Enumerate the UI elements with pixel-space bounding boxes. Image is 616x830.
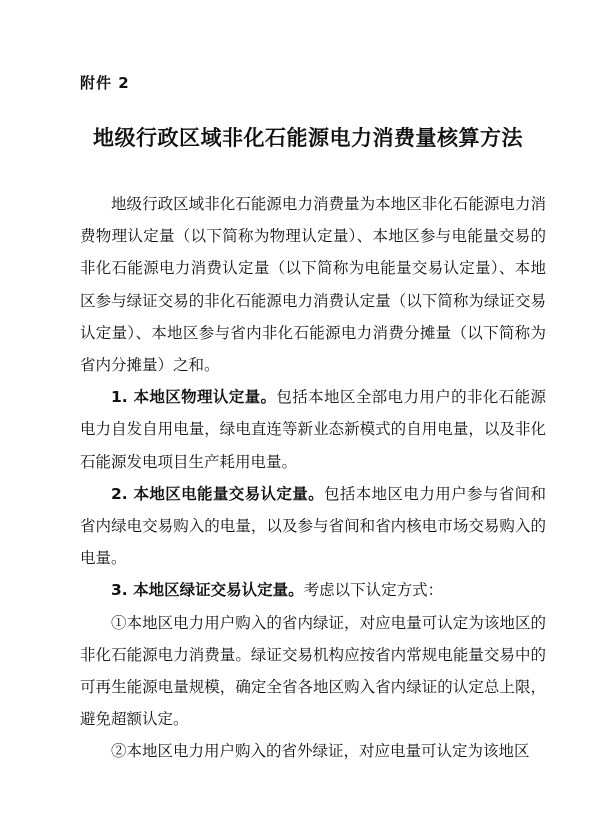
section-2-paragraph <box>80 478 546 575</box>
section-3-paragraph <box>80 574 546 606</box>
item-1-paragraph: ①本地区电力用户购入的省内绿证，对应电量可认定为该地区的非化石能源电力消费量。绿证交易机构应按省内常规电能量交易中的可再生能源电量规模，确定全省各地区购入省内绿证的认定总上限，避免超额认定。 <box>80 613 546 729</box>
intro-paragraph: 地级行政区域非化石能源电力消费量为本地区非化石能源电力消费物理认定量（以下简称为物理认定量）、本地区参与电能量交易的非化石能源电力消费认定量（以下简称为电能量交易认定量）、本地区参与绿证交易的非化石能源电力消费认定量（以下简称为绿证交易认定量）、本地区参与省内非化石能源电力消费分摊量（以下简称为省内分摊量）之和。 <box>80 195 546 375</box>
section-1-text: 包括本地区全部电力用户的非化石能源电力自发自用电量，绿电直连等新业态新模式的自用电量，以及非化石能源发电项目生产耗用电量。 <box>80 388 546 471</box>
attachment-label: 附件 2 <box>80 74 130 92</box>
section-2-heading: 2. 本地区电能量交易认定量。 <box>111 484 325 503</box>
section-3-heading: 3. 本地区绿证交易认定量。 <box>111 581 304 600</box>
document-title: 地级行政区域非化石能源电力消费量核算方法 <box>93 125 523 150</box>
document-body <box>80 188 546 768</box>
section-1-paragraph <box>80 381 546 478</box>
item-2-paragraph: ②本地区电力用户购入的省外绿证，对应电量可认定为该地区 <box>111 742 530 761</box>
section-2-text: 包括本地区电力用户参与省间和省内绿电交易购入的电量，以及参与省间和省内核电市场交易购入的电量。 <box>80 484 546 568</box>
section-3-text: 考虑以下认定方式： <box>303 581 444 600</box>
section-1-heading: 1. 本地区物理认定量。 <box>111 388 277 407</box>
